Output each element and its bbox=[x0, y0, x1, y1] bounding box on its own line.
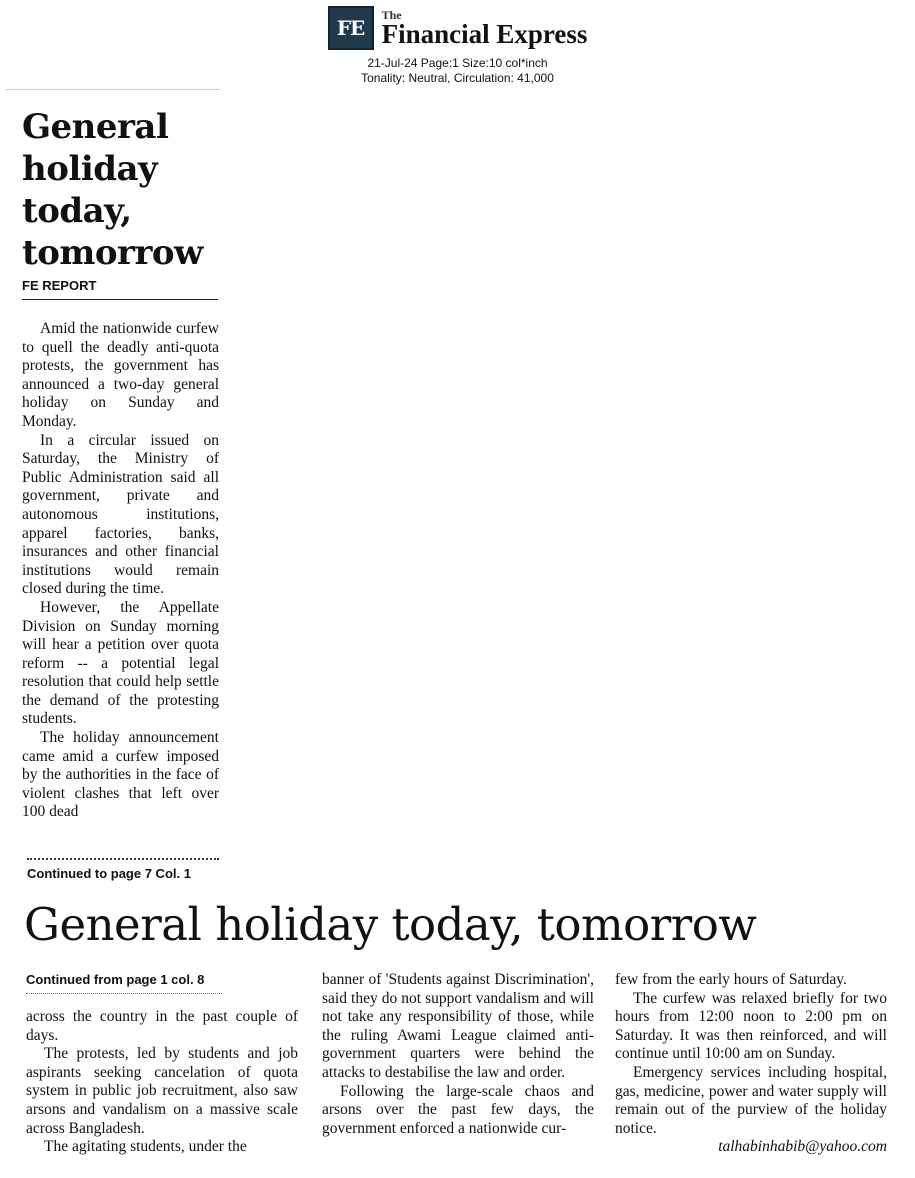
jump-paragraph: Emergency services including hospital, gas, medicine, power and water supply will remain out of the purview of the holiday notice. bbox=[615, 1063, 887, 1137]
front-headline: General holiday today, tomorrow bbox=[22, 107, 203, 273]
jump-column-1 bbox=[26, 1008, 298, 1157]
jump-paragraph: few from the early hours of Saturday. bbox=[615, 971, 847, 988]
byline: FE REPORT bbox=[22, 278, 218, 300]
jump-column-3 bbox=[615, 971, 887, 1157]
continued-from-note: Continued from page 1 col. 8 bbox=[26, 972, 222, 994]
jump-paragraph: banner of 'Students against Discrimination', said they do not support vandalism and will not take any responsibility of those, while the ruling Awami League claimed anti-government quarters were behind the attacks to destabilise the law and order. bbox=[322, 971, 594, 1081]
front-paragraph: However, the Appellate Division on Sunday morning will hear a petition over quota reform -- a potential legal resolution that could help settle the demand of the protesting students. bbox=[22, 598, 219, 728]
clip-meta-date-size: 21-Jul-24 Page:1 Size:10 col*inch bbox=[367, 56, 548, 70]
clip-meta-tonality: Tonality: Neutral, Circulation: 41,000 bbox=[361, 71, 554, 85]
front-paragraph: The holiday announcement came amid a curfew imposed by the authorities in the face of violent clashes that left over 100 dead bbox=[22, 729, 219, 821]
jump-paragraph: The curfew was relaxed briefly for two hours from 12:00 noon to 2:00 pm on Saturday. It was then reinforced, and will continue until 10:00 am on Sunday. bbox=[615, 989, 887, 1063]
fe-logo: FE bbox=[328, 6, 374, 50]
dotted-divider bbox=[27, 858, 219, 860]
publication-name-block bbox=[382, 9, 588, 48]
front-column bbox=[22, 320, 219, 822]
jump-paragraph: The protests, led by students and job aspirants seeking cancelation of quota system in public job recruitment, also saw arsons and vandalism on a massive scale across Bangladesh. bbox=[26, 1045, 298, 1137]
reporter-email: talhabinhabib@yahoo.com bbox=[718, 1138, 887, 1156]
clip-meta bbox=[0, 56, 915, 86]
front-paragraph: Amid the nationwide curfew to quell the deadly anti-quota protests, the government has announced a two-day general holiday on Sunday and Monday. bbox=[22, 320, 219, 430]
jump-paragraph: The agitating students, under the bbox=[44, 1138, 247, 1156]
jump-paragraph: across the country in the past couple of days. bbox=[26, 1008, 298, 1044]
publication-article-word: The bbox=[381, 7, 402, 22]
masthead bbox=[0, 6, 915, 86]
jump-paragraph: Following the large-scale chaos and arsons over the past few days, the government enforced a nationwide cur- bbox=[322, 1082, 594, 1137]
masthead-row bbox=[0, 6, 915, 50]
continued-to-note: Continued to page 7 Col. 1 bbox=[27, 866, 191, 881]
top-divider bbox=[5, 89, 220, 90]
jump-column-2 bbox=[322, 971, 594, 1138]
front-paragraph: In a circular issued on Saturday, the Ministry of Public Administration said all government, private and autonomous institutions, apparel factories, banks, insurances and other financial institutions would remain closed during the time. bbox=[22, 431, 219, 598]
publication-name: Financial Express bbox=[381, 18, 588, 49]
jump-headline: General holiday today, tomorrow bbox=[24, 898, 757, 951]
